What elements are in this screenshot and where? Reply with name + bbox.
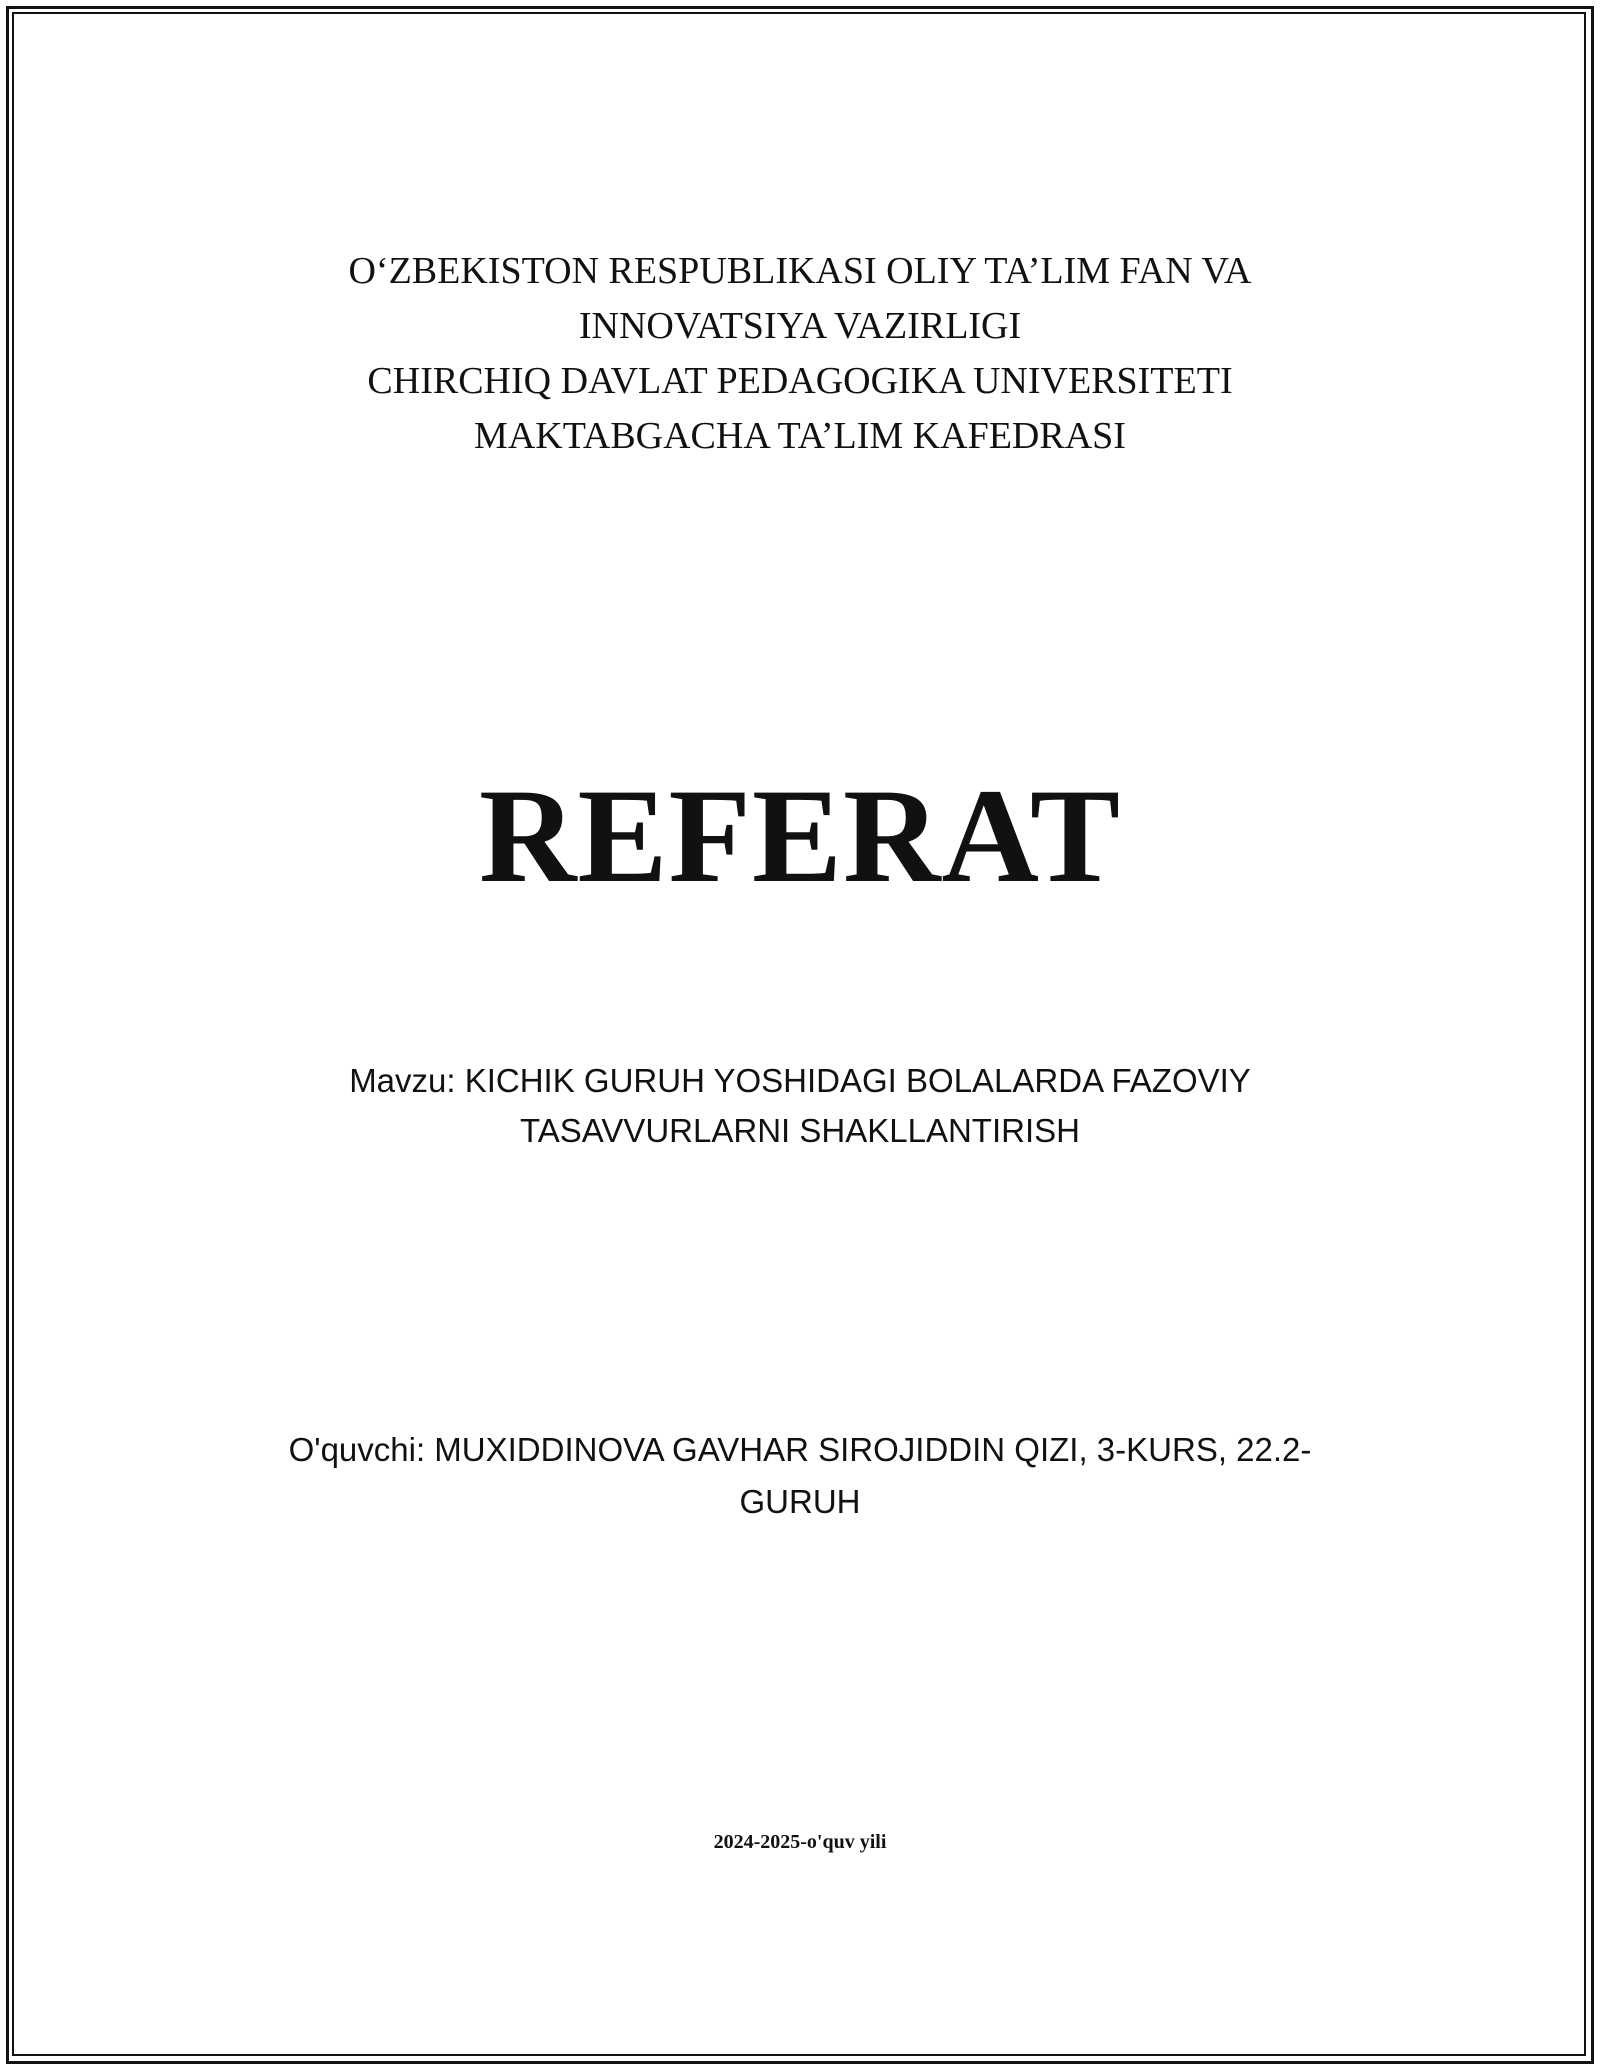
topic-line-2: TASAVVURLARNI SHAKLLANTIRISH: [520, 1112, 1080, 1149]
student-line-2: GURUH: [739, 1483, 861, 1520]
document-title: REFERAT: [478, 762, 1122, 911]
academic-year: 2024-2025-o'quv yili: [713, 1831, 887, 1853]
header-line-university: CHIRCHIQ DAVLAT PEDAGOGIKA UNIVERSITETI: [367, 360, 1233, 402]
header-line-ministry-1: O‘ZBEKISTON RESPUBLIKASI OLIY TA’LIM FAN VA: [348, 250, 1252, 292]
header-line-department: MAKTABGACHA TA’LIM KAFEDRASI: [474, 415, 1126, 457]
student-line-1: O'quvchi: MUXIDDINOVA GAVHAR SIROJIDDIN QIZI, 3-KURS, 22.2-: [288, 1431, 1312, 1468]
student-block: [0, 1424, 1600, 1528]
institution-header: [0, 244, 1600, 464]
topic-block: [0, 1056, 1600, 1156]
topic-line-1: Mavzu: KICHIK GURUH YOSHIDAGI BOLALARDA FAZOVIY: [349, 1062, 1251, 1099]
header-line-ministry-2: INNOVATSIYA VAZIRLIGI: [578, 305, 1022, 347]
